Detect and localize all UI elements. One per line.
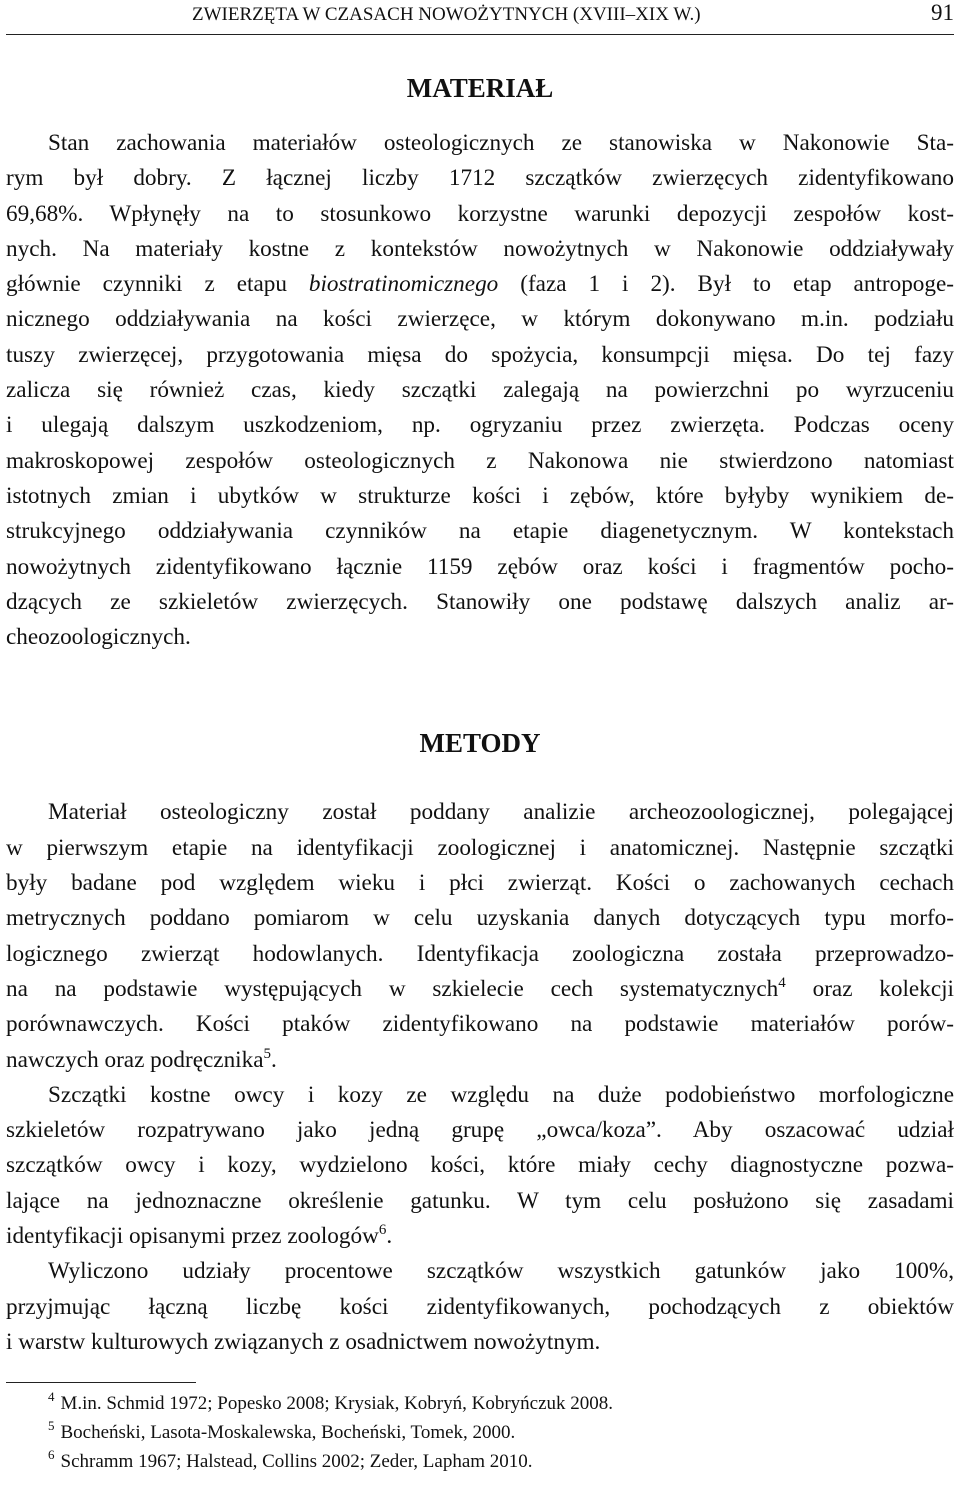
text-run: (faza 1 i 2). Był to etap antropoge-	[498, 271, 954, 298]
italic-term: biostratinomicznego	[308, 271, 499, 298]
footnote-number: 5	[48, 1418, 55, 1434]
footnote-text: Bocheński, Lasota-Moskalewska, Bocheński, Tomek, 2000.	[60, 1422, 516, 1444]
text-line: istotnych zmian i ubytków w strukturze kości i zębów, które byłyby wynikiem de-	[6, 482, 954, 509]
paragraph-material	[6, 126, 954, 655]
footnote-number: 4	[48, 1389, 55, 1405]
footnote-text: M.in. Schmid 1972; Popesko 2008; Krysiak, Kobryń, Kobryńczuk 2008.	[60, 1393, 614, 1415]
running-head	[6, 0, 954, 35]
text-line: porównawczych. Kości ptaków zidentyfikowano na podstawie materiałów porów-	[6, 1011, 954, 1038]
text-line: makroskopowej zespołów osteologicznych z Nakonowa nie stwierdzono natomiast	[6, 447, 954, 474]
page-number: 91	[931, 0, 954, 25]
text-line	[6, 1043, 954, 1078]
text-line: Wyliczono udziały procentowe szczątków wszystkich gatunków jako 100%,	[48, 1258, 954, 1285]
text-line: dzących ze szkieletów zwierzęcych. Stanowiły one podstawę dalszych analiz ar-	[6, 588, 954, 615]
text-line: szkieletów rozpatrywano jako jedną grupę „owca/koza”. Aby oszacować udział	[6, 1117, 954, 1144]
text-line: szczątków owcy i kozy, wydzielono kości, które miały cechy diagnostyczne pozwa-	[6, 1152, 954, 1179]
text-line	[6, 1219, 954, 1254]
text-line: były badane pod względem wieku i płci zwierząt. Kości o zachowanych cechach	[6, 870, 954, 897]
text-line: Szczątki kostne owcy i kozy ze względu na duże podobieństwo morfologiczne	[48, 1081, 954, 1108]
text-run: nawczych oraz podręcznika	[6, 1046, 264, 1073]
text-line: w pierwszym etapie na identyfikacji zoologicznej i anatomicznej. Następnie szczątki	[6, 834, 954, 861]
footnote-4	[6, 1389, 954, 1418]
text-line: nowożytnych zidentyfikowano łącznie 1159 zębów oraz kości i fragmentów pocho-	[6, 553, 954, 580]
footnote-text: Schramm 1967; Halstead, Collins 2002; Zeder, Lapham 2010.	[60, 1451, 533, 1473]
text-run: oraz kolekcji	[785, 975, 954, 1002]
footnote-number: 6	[48, 1447, 55, 1463]
text-line: cheozoologicznych.	[6, 624, 191, 651]
running-head-title: ZWIERZĘTA W CZASACH NOWOŻYTNYCH (XVIII–XIX W.)	[192, 4, 701, 25]
text-line: nych. Na materiały kostne z kontekstów nowożytnych w Nakonowie oddziaływały	[6, 235, 954, 262]
text-line: logicznego zwierząt hodowlanych. Identyfikacja zoologiczna została przeprowadzo-	[6, 940, 954, 967]
text-run: .	[386, 1223, 393, 1250]
text-line: przyjmując łączną liczbę kości zidentyfikowanych, pochodzących z obiektów	[6, 1293, 954, 1320]
text-line: i ulegają dalszym uszkodzeniom, np. ogryzaniu przez zwierzęta. Podczas oceny	[6, 412, 954, 439]
text-line: Materiał osteologiczny został poddany analizie archeozoologicznej, polegającej	[48, 799, 954, 826]
text-run: .	[271, 1046, 277, 1073]
footnote-separator	[6, 1382, 196, 1383]
section-heading-metody: METODY	[419, 728, 541, 759]
text-line: lające na jednoznaczne określenie gatunku. W tym celu posłużono się zasadami	[6, 1187, 954, 1214]
document-page	[6, 0, 954, 1476]
text-line	[6, 972, 954, 1007]
text-line: nicznego oddziaływania na kości zwierzęce, w którym dokonywano m.in. podziału	[6, 306, 954, 333]
text-line: strukcyjnego oddziaływania czynników na etapie diagenetycznym. W kontekstach	[6, 518, 954, 545]
text-line	[6, 267, 954, 302]
footnote-ref[interactable]: 5	[263, 1045, 271, 1062]
paragraph-metody-1	[6, 795, 954, 1077]
footnote-5	[6, 1418, 954, 1447]
footnote-ref[interactable]: 4	[778, 974, 786, 991]
paragraph-metody-3	[6, 1254, 954, 1360]
section-heading-material: MATERIAŁ	[406, 73, 554, 103]
text-line: i warstw kulturowych związanych z osadnictwem nowożytnym.	[6, 1328, 601, 1355]
text-line: zalicza się również czas, kiedy szczątki zalegają na powierzchni po wyrzuceniu	[6, 377, 954, 404]
text-line: metrycznych poddano pomiarom w celu uzyskania danych dotyczących typu morfo-	[6, 905, 954, 932]
footnote-6	[6, 1447, 954, 1476]
text-line: tuszy zwierzęcej, przygotowania mięsa do spożycia, konsumpcji mięsa. Do tej fazy	[6, 341, 954, 368]
text-run: głównie czynniki z etapu	[6, 271, 309, 298]
footnote-ref[interactable]: 6	[378, 1222, 387, 1239]
text-line: rym był dobry. Z łącznej liczby 1712 szczątków zwierzęcych zidentyfikowano	[6, 165, 954, 192]
text-line: 69,68%. Wpłynęły na to stosunkowo korzystne warunki depozycji zespołów kost-	[6, 200, 954, 227]
text-run: identyfikacji opisanymi przez zoologów	[6, 1223, 379, 1250]
text-run: na na podstawie występujących w szkielecie cech systematycznych	[6, 975, 779, 1002]
paragraph-metody-2	[6, 1078, 954, 1254]
text-line: Stan zachowania materiałów osteologicznych ze stanowiska w Nakonowie Sta-	[48, 130, 954, 156]
